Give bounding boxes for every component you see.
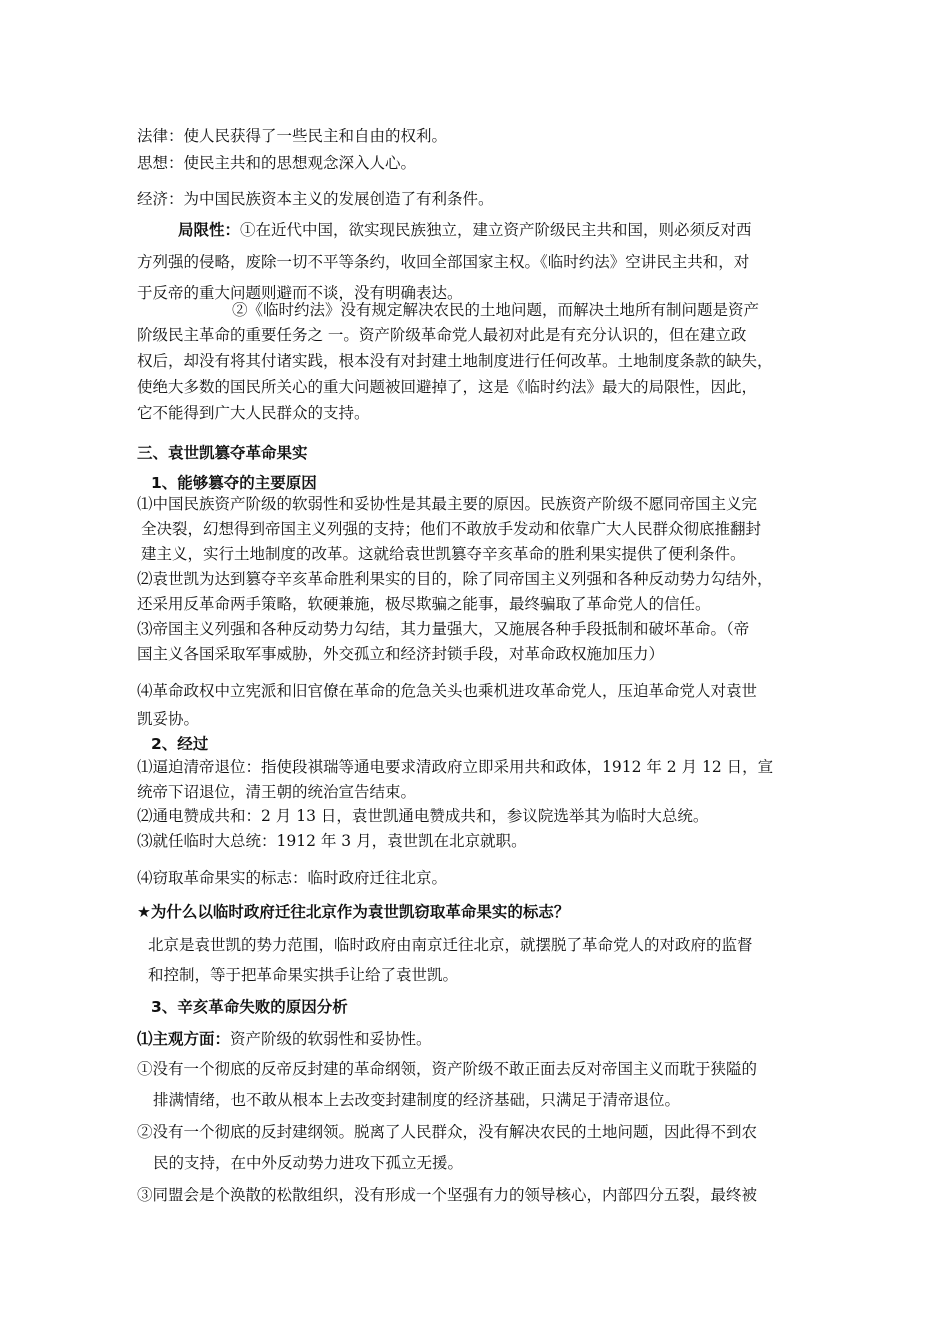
text-line: 于反帝的重大问题则避而不谈，没有明确表达。 [137,284,463,302]
text-line: ③同盟会是个涣散的松散组织，没有形成一个坚强有力的领导核心，内部四分五裂，最终被 [137,1186,758,1204]
text-line: 经济：为中国民族资本主义的发展创造了有利条件。 [137,190,494,208]
subjective-label: ⑴主观方面： [137,1030,231,1048]
subsection-heading: 3、辛亥革命失败的原因分析 [151,998,348,1016]
text-line: ⑶就任临时大总统：1912 年 3 月，袁世凯在北京就职。 [137,832,527,850]
text-line: 方列强的侵略，废除一切不平等条约，收回全部国家主权。《临时约法》空讲民主共和，对 [137,253,750,271]
subsection-heading: 1、能够篡夺的主要原因 [151,474,317,492]
text-line: 和控制，等于把革命果实拱手让给了袁世凯。 [148,966,459,984]
text-line: 民的支持，在中外反动势力进攻下孤立无援。 [153,1154,464,1172]
subsection-heading: 2、经过 [151,735,209,753]
text-line: 阶级民主革命的重要任务之 一。资产阶级革命党人最初对此是有充分认识的，但在建立政 [137,326,747,344]
text-line: 北京是袁世凯的势力范围，临时政府由南京迁往北京，就摆脱了革命党人的对政府的监督 [148,936,753,954]
text-line: ⑷窃取革命果实的标志：临时政府迁往北京。 [137,869,448,887]
text-line: ⑷革命政权中立宪派和旧官僚在革命的危急关头也乘机进攻革命党人，压迫革命党人对袁世 [137,682,758,700]
text-line: 凯妥协。 [137,710,200,728]
text-line: 全决裂，幻想得到帝国主义列强的支持；他们不敢放手发动和依靠广大人民群众彻底推翻封 [141,520,762,538]
text-line: ⑴逼迫清帝退位：指使段祺瑞等通电要求清政府立即采用共和政体，1912 年 2 月 12 日，宣 [137,758,774,776]
text-line: ⑵袁世凯为达到篡夺辛亥革命胜利果实的目的，除了同帝国主义列强和各种反动势力勾结外， [137,570,773,588]
text-line: ⑴主观方面：资产阶级的软弱性和妥协性。 [137,1030,432,1048]
text-line: 思想：使民主共和的思想观念深入人心。 [137,154,417,172]
text-line: 统帝下诏退位，清王朝的统治宣告结束。 [137,783,417,801]
text-line: 使绝大多数的国民所关心的重大问题被回避掉了，这是《临时约法》最大的局限性，因此， [137,378,758,396]
text-line: 局限性：①在近代中国，欲实现民族独立，建立资产阶级民主共和国，则必须反对西 [178,221,752,239]
text-line: 国主义各国采取军事威胁，外交孤立和经济封锁手段，对革命政权施加压力） [137,645,665,663]
question-heading: ★为什么以临时政府迁往北京作为袁世凯窃取革命果实的标志？ [137,903,570,921]
text-line: ⑴中国民族资产阶级的软弱性和妥协性是其最主要的原因。民族资产阶级不愿同帝国主义完 [137,495,758,513]
text-line: ②《临时约法》没有规定解决农民的土地问题，而解决土地所有制问题是资产 [232,301,760,319]
text-line: 建主义，实行土地制度的改革。这就给袁世凯篡夺辛亥革命的胜利果实提供了便利条件。 [141,545,746,563]
text-line: 法律：使人民获得了一些民主和自由的权利。 [137,127,448,145]
text-line: ⑶帝国主义列强和各种反动势力勾结，其力量强大，又施展各种手段抵制和破坏革命。（帝 [137,620,750,638]
section-heading: 三、袁世凯篡夺革命果实 [137,444,308,462]
text-line: ⑵通电赞成共和：2 月 13 日，袁世凯通电赞成共和，参议院选举其为临时大总统。 [137,807,709,825]
text-line: 排满情绪，也不敢从根本上去改变封建制度的经济基础，只满足于清帝退位。 [153,1091,681,1109]
text-line: ②没有一个彻底的反封建纲领。脱离了人民群众，没有解决农民的土地问题，因此得不到农 [137,1123,758,1141]
text-line: ①没有一个彻底的反帝反封建的革命纲领，资产阶级不敢正面去反对帝国主义而耽于狭隘的 [137,1060,758,1078]
text-line: 权后，却没有将其付诸实践，根本没有对封建土地制度进行任何改革。土地制度条款的缺失， [137,352,773,370]
text-line: 它不能得到广大人民群众的支持。 [137,404,370,422]
text-line: 还采用反革命两手策略，软硬兼施，极尽欺骗之能事，最终骗取了革命党人的信任。 [137,595,711,613]
limits-label: 局限性： [178,221,241,239]
